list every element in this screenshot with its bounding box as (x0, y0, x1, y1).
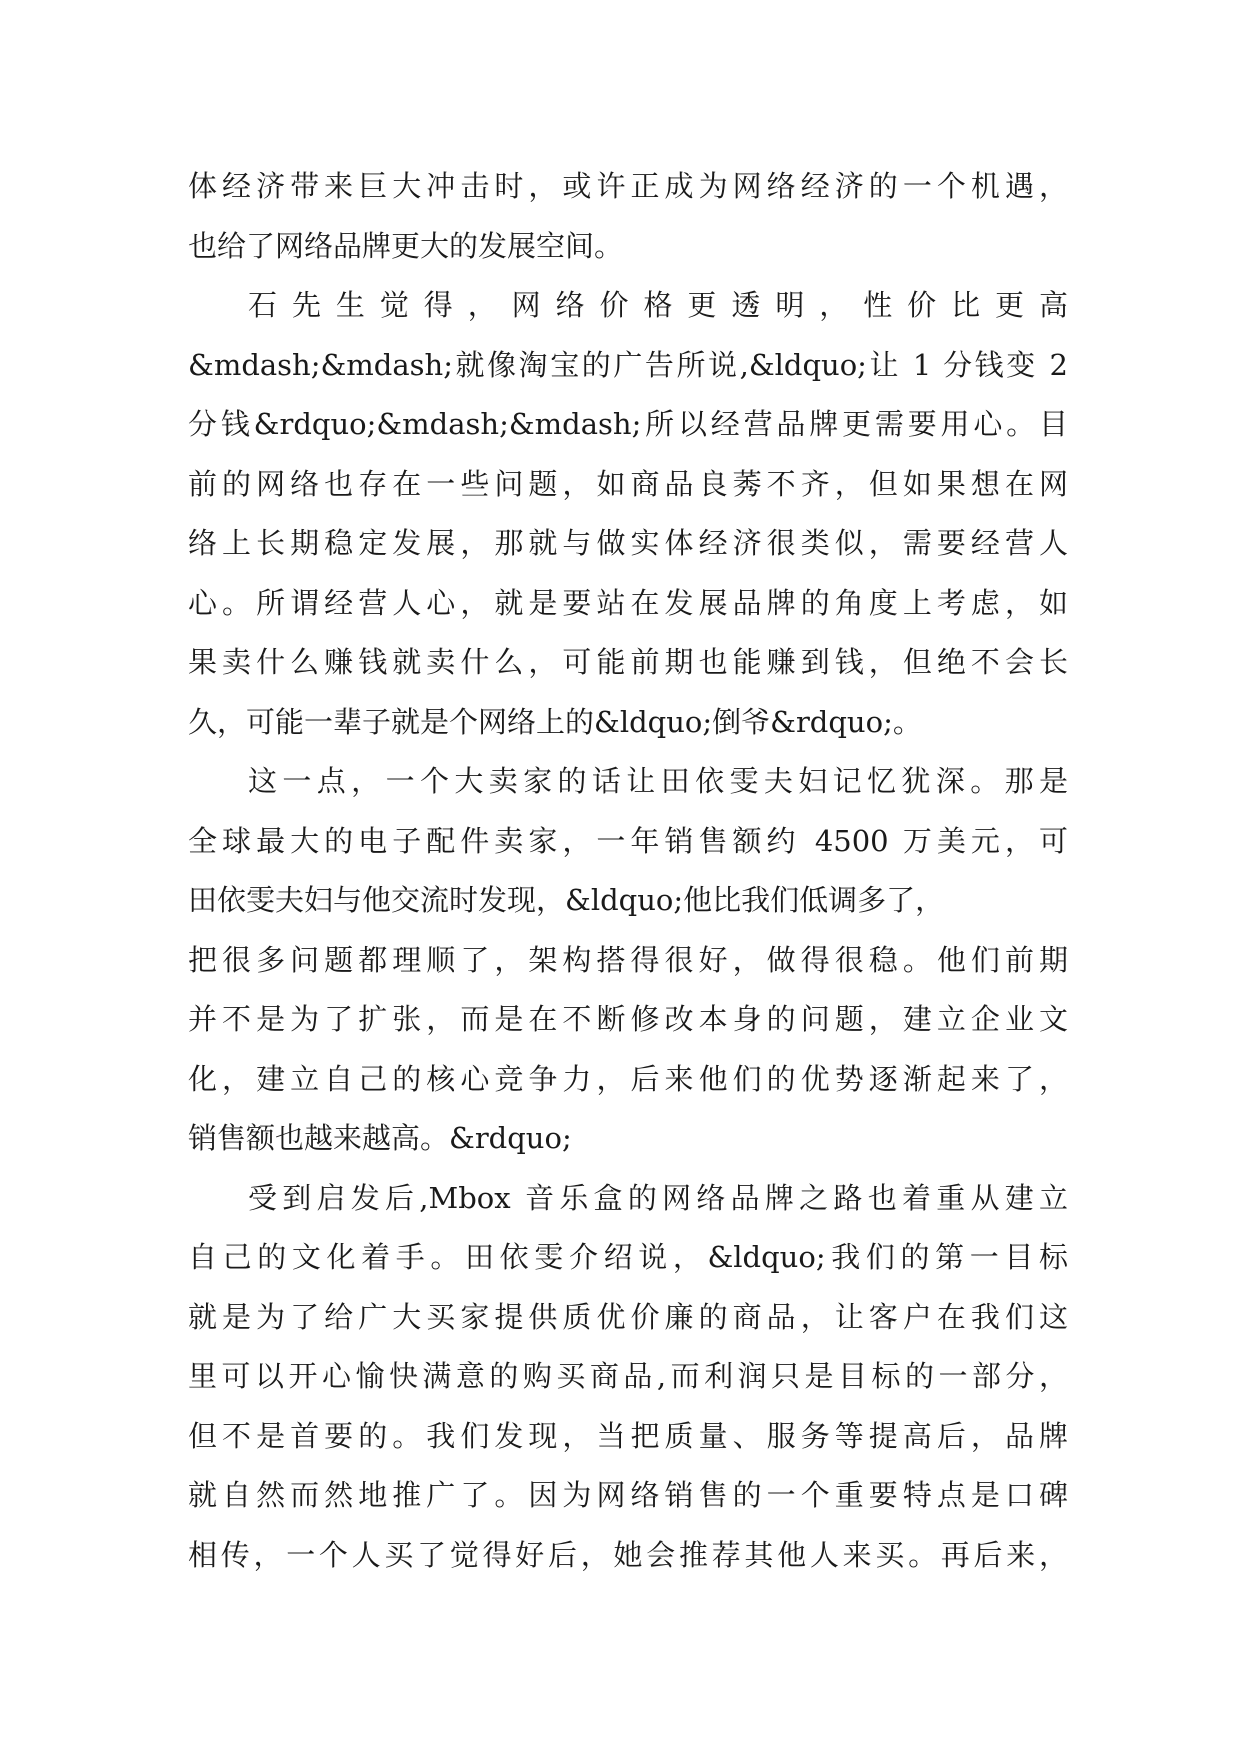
text-line: 也给了网络品牌更大的发展空间。 (188, 228, 624, 263)
text-line: 但不是首要的。我们发现，当把质量、服务等提高后，品牌 (188, 1418, 1068, 1453)
text-line: 石先生觉得，网络价格更透明，性价比更高 (248, 288, 1068, 322)
text-line: 全球最大的电子配件卖家，一年销售额约 4500 万美元，可 (188, 823, 1068, 858)
text-line: 把很多问题都理顺了，架构搭得很好，做得很稳。他们前期 (188, 942, 1068, 977)
text-line: 相传，一个人买了觉得好后，她会推荐其他人来买。再后来， (188, 1537, 1068, 1572)
text-line: 络上长期稳定发展，那就与做实体经济很类似，需要经营人 (188, 526, 1068, 560)
text-line: 这一点，一个大卖家的话让田依雯夫妇记忆犹深。那是 (248, 764, 1068, 798)
text-line: &mdash;&mdash;就像淘宝的广告所说,&ldquo;让 1 分钱变 2 (188, 347, 1068, 382)
text-line: 并不是为了扩张，而是在不断修改本身的问题，建立企业文 (188, 1002, 1068, 1036)
text-line: 前的网络也存在一些问题，如商品良莠不齐，但如果想在网 (188, 466, 1068, 501)
body-text (188, 157, 1068, 1585)
text-line: 体经济带来巨大冲击时，或许正成为网络经济的一个机遇， (188, 169, 1068, 203)
text-line: 分钱&rdquo;&mdash;&mdash;所以经营品牌更需要用心。目 (188, 407, 1068, 441)
text-line: 田依雯夫妇与他交流时发现，&ldquo;他比我们低调多了， (188, 883, 945, 917)
text-line: 果卖什么赚钱就卖什么，可能前期也能赚到钱，但绝不会长 (188, 645, 1068, 679)
text-line: 里可以开心愉快满意的购买商品,而利润只是目标的一部分， (188, 1359, 1068, 1393)
text-line: 化，建立自己的核心竞争力，后来他们的优势逐渐起来了， (188, 1061, 1068, 1096)
text-line: 受到启发后,Mbox 音乐盒的网络品牌之路也着重从建立 (248, 1180, 1068, 1215)
text-line: 就自然而然地推广了。因为网络销售的一个重要特点是口碑 (188, 1478, 1068, 1512)
text-line: 久，可能一辈子就是个网络上的&ldquo;倒爷&rdquo;。 (188, 704, 922, 739)
text-line: 就是为了给广大买家提供质优价廉的商品，让客户在我们这 (188, 1299, 1068, 1334)
text-line: 心。所谓经营人心，就是要站在发展品牌的角度上考虑，如 (188, 585, 1068, 620)
text-line: 销售额也越来越高。&rdquo; (188, 1121, 572, 1155)
text-line: 自己的文化着手。田依雯介绍说，&ldquo;我们的第一目标 (188, 1240, 1068, 1274)
